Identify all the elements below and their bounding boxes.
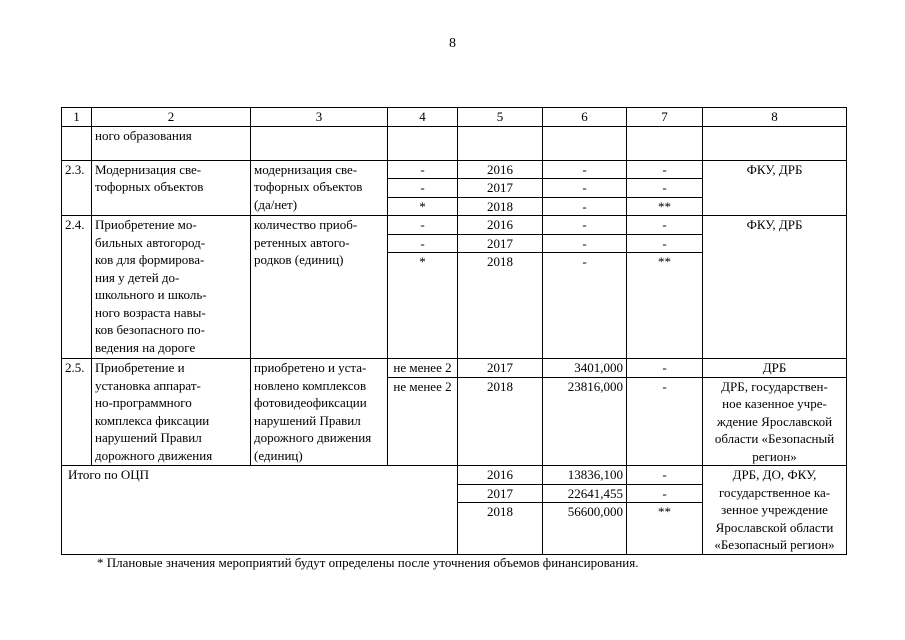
year: 2016 <box>458 160 543 179</box>
header-cell: 5 <box>458 108 543 127</box>
amount: 3401,000 <box>543 359 627 378</box>
column-7-value: - <box>627 377 703 466</box>
activity-name: Модернизация све- тофорных объектов <box>92 160 251 216</box>
amount: 13836,100 <box>543 466 627 485</box>
year: 2017 <box>458 359 543 378</box>
header-cell: 6 <box>543 108 627 127</box>
year: 2018 <box>458 197 543 216</box>
table-row <box>62 216 847 235</box>
amount: - <box>543 197 627 216</box>
amount: 22641,455 <box>543 484 627 503</box>
target-value: - <box>388 234 458 253</box>
amount: 23816,000 <box>543 377 627 466</box>
target-value: - <box>388 179 458 198</box>
indicator-name: модернизация све- тофорных объектов (да/нет) <box>251 160 388 216</box>
header-cell: 4 <box>388 108 458 127</box>
target-value: - <box>388 160 458 179</box>
indicator-name: приобретено и уста- новлено комплексов фотовидеофиксации нарушений Правил дорожного движения (единиц) <box>251 359 388 466</box>
program-table <box>61 107 847 555</box>
executor: ДРБ, государствен- ное казенное учре- ждение Ярославской области «Безопасный регион» <box>703 377 847 466</box>
header-cell: 2 <box>92 108 251 127</box>
header-row <box>62 108 847 127</box>
year: 2018 <box>458 503 543 555</box>
header-cell: 7 <box>627 108 703 127</box>
target-value: * <box>388 197 458 216</box>
amount: 56600,000 <box>543 503 627 555</box>
indicator-name: количество приоб- ретенных автого- родков (единиц) <box>251 216 388 359</box>
header-cell: 8 <box>703 108 847 127</box>
total-row <box>62 466 847 485</box>
executor: ДРБ, ДО, ФКУ, государственное ка- зенное учреждение Ярославской области «Безопасный регион» <box>703 466 847 555</box>
year: 2016 <box>458 216 543 235</box>
target-value: не менее 2 <box>388 377 458 466</box>
total-label: Итого по ОЦП <box>62 466 458 555</box>
column-7-value: - <box>627 160 703 179</box>
row-number: 2.5. <box>62 359 92 466</box>
year: 2017 <box>458 484 543 503</box>
executor: ФКУ, ДРБ <box>703 160 847 216</box>
year: 2017 <box>458 234 543 253</box>
activity-name: ного образования <box>92 126 251 160</box>
year: 2017 <box>458 179 543 198</box>
table-row <box>62 160 847 179</box>
column-7-value: - <box>627 484 703 503</box>
row-number: 2.4. <box>62 216 92 359</box>
year: 2018 <box>458 253 543 359</box>
activity-name: Приобретение и установка аппарат- но-программного комплекса фиксации нарушений Правил дорожного движения <box>92 359 251 466</box>
amount: - <box>543 234 627 253</box>
table-row <box>62 359 847 378</box>
header-cell: 3 <box>251 108 388 127</box>
column-7-value: - <box>627 179 703 198</box>
target-value: * <box>388 253 458 359</box>
footnote: * Плановые значения мероприятий будут определены после уточнения объемов финансирования. <box>97 555 639 570</box>
target-value: не менее 2 <box>388 359 458 378</box>
column-7-value: ** <box>627 503 703 555</box>
year: 2018 <box>458 377 543 466</box>
amount: - <box>543 160 627 179</box>
amount: - <box>543 216 627 235</box>
page-number: 8 <box>449 36 456 51</box>
row-number: 2.3. <box>62 160 92 216</box>
amount: - <box>543 179 627 198</box>
column-7-value: - <box>627 359 703 378</box>
executor: ДРБ <box>703 359 847 378</box>
target-value: - <box>388 216 458 235</box>
amount: - <box>543 253 627 359</box>
column-7-value: - <box>627 216 703 235</box>
header-cell: 1 <box>62 108 92 127</box>
table-row <box>62 126 847 160</box>
column-7-value: ** <box>627 197 703 216</box>
column-7-value: - <box>627 234 703 253</box>
column-7-value: ** <box>627 253 703 359</box>
activity-name: Приобретение мо- бильных автогород- ков для формирова- ния у детей до- школьного и школь- ного возраста навы- ков безопасного по- ведения на дороге <box>92 216 251 359</box>
column-7-value: - <box>627 466 703 485</box>
year: 2016 <box>458 466 543 485</box>
executor: ФКУ, ДРБ <box>703 216 847 359</box>
